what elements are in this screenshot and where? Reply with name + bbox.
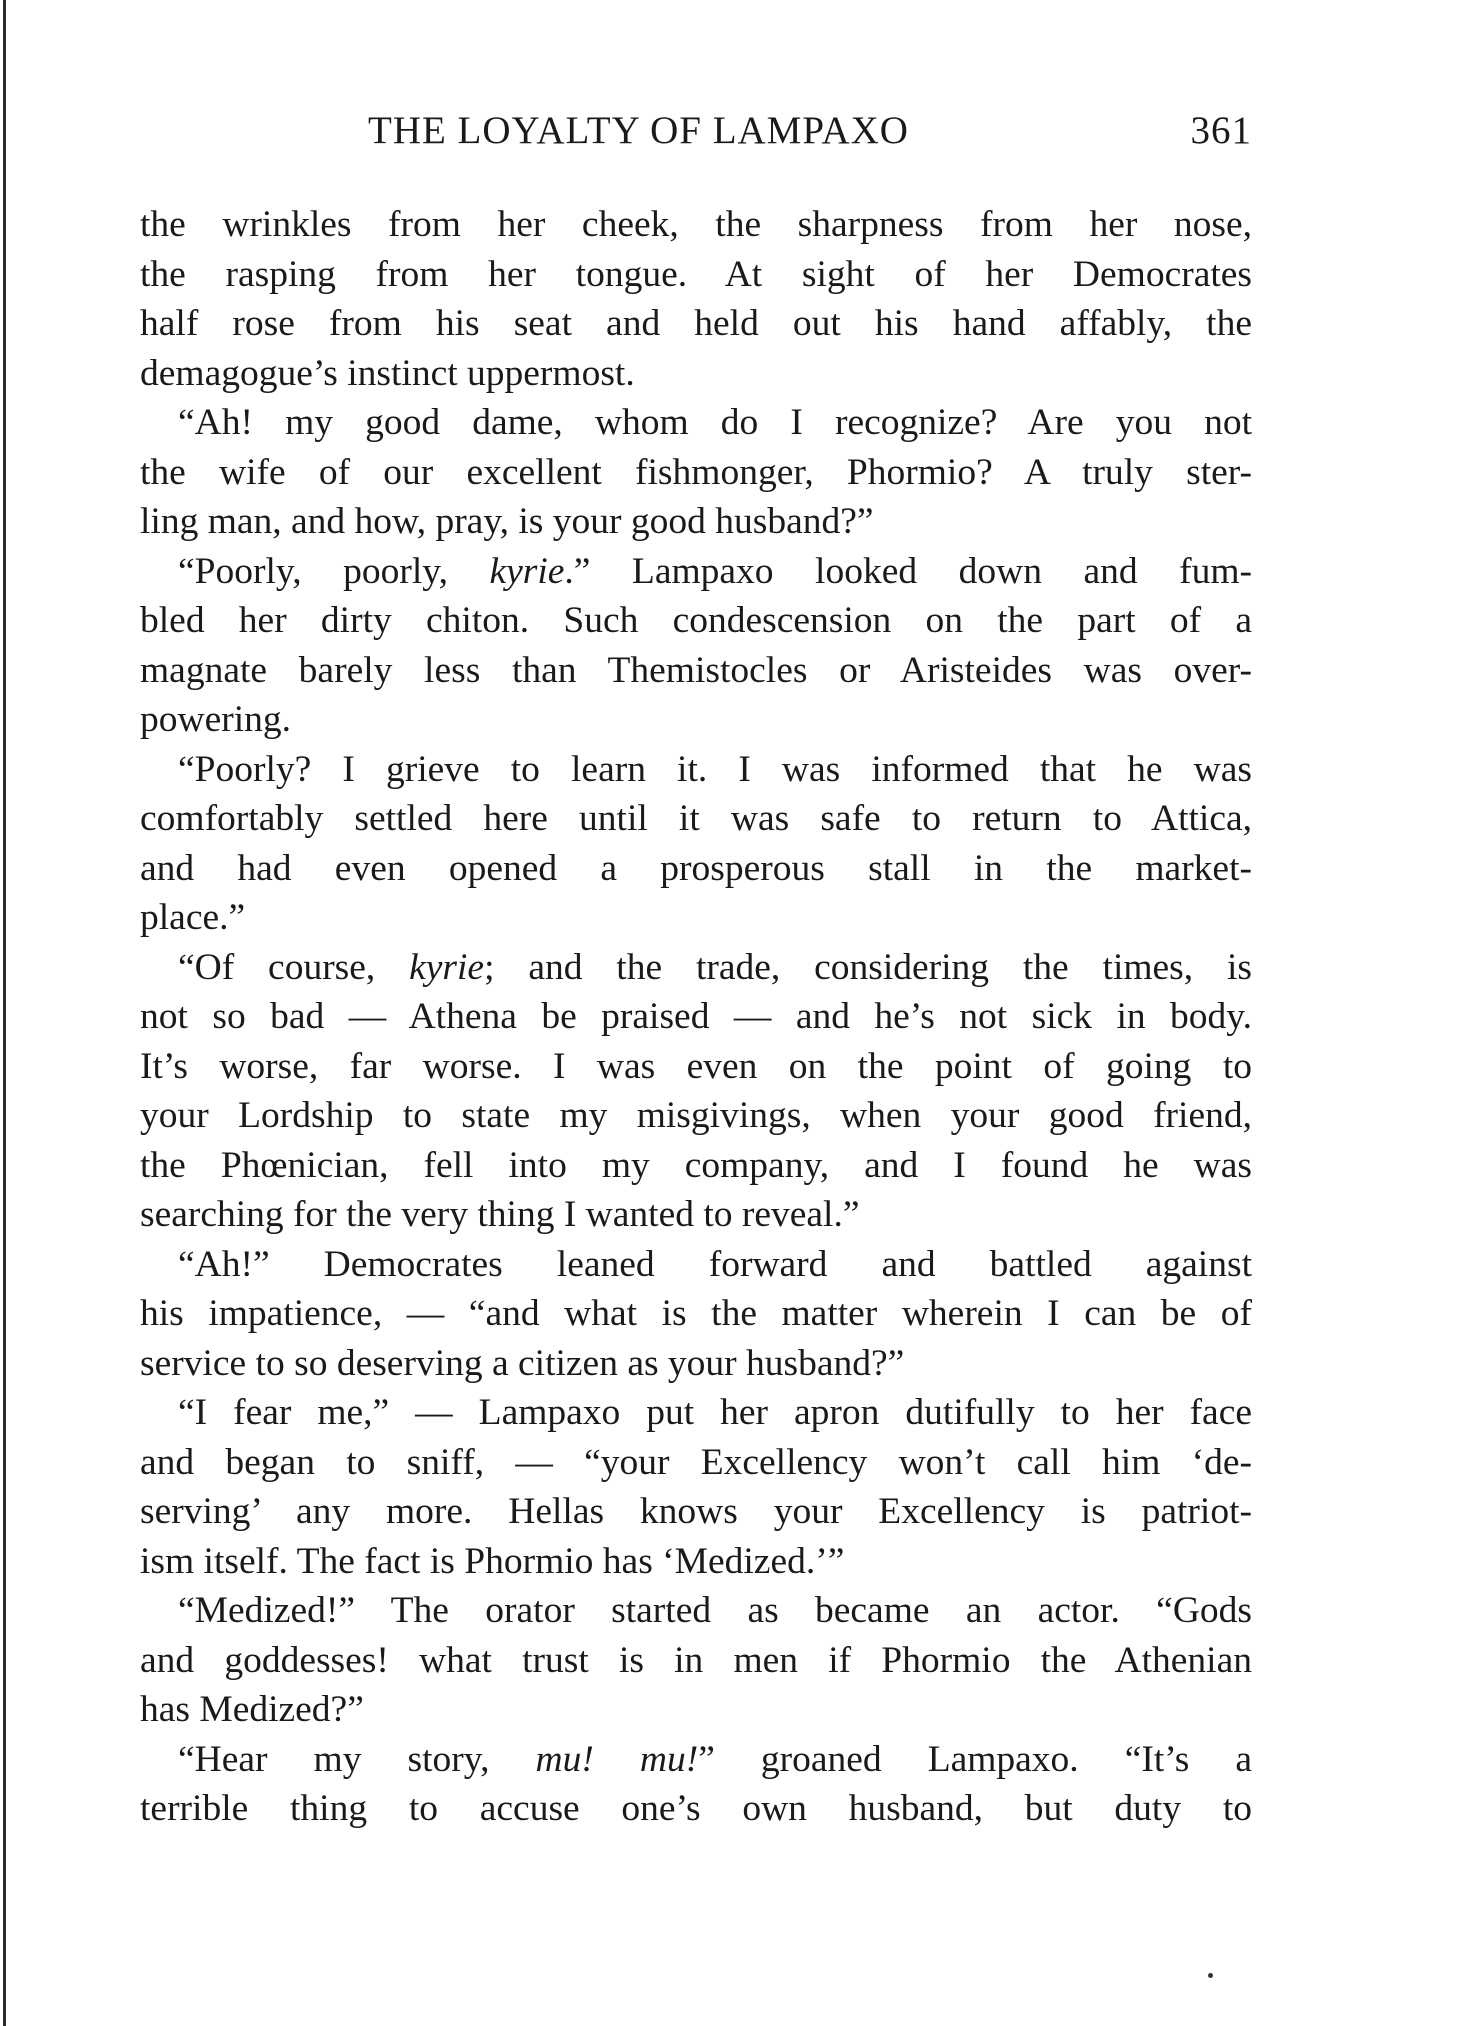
text-line: the wife of our excellent fishmonger, Phormio? A truly ster- [140,451,1252,493]
text-line: powering. [140,699,292,740]
text-line: “Ah! my good dame, whom do I recognize? Are you not [178,402,1252,443]
text-line: half rose from his seat and held out his hand affably, the [140,303,1252,344]
paragraph [140,745,1252,943]
text-line: the Phœnician, fell into my company, and I found he was [140,1144,1252,1186]
text-line: magnate barely less than Themistocles or Aristeides was over- [140,649,1252,691]
ink-speck [1208,1973,1213,1978]
text-line: comfortably settled here until it was safe to return to Attica, [140,798,1252,839]
text-line: has Medized?” [140,1689,364,1730]
text-line: demagogue’s instinct uppermost. [140,352,635,394]
paragraph [140,1388,1252,1586]
text-line: and had even opened a prosperous stall in the market- [140,847,1252,889]
text-line: his impatience, — “and what is the matter wherein I can be of [140,1293,1252,1334]
text-line: ism itself. The fact is Phormio has ‘Medized.’” [140,1540,845,1582]
text-line: “Hear my story, mu! mu!” groaned Lampaxo. “It’s a [178,1738,1252,1780]
text-line: “Of course, kyrie; and the trade, considering the times, is [178,946,1252,988]
text-line: searching for the very thing I wanted to reveal.” [140,1194,860,1235]
text-line: “Medized!” The orator started as became an actor. “Gods [178,1590,1252,1631]
body-text [140,200,1252,1834]
running-title: THE LOYALTY OF LAMPAXO [368,109,909,152]
text-line: “Poorly, poorly, kyrie.” Lampaxo looked down and fum- [178,550,1252,592]
paragraph [140,1586,1252,1735]
paragraph [140,200,1252,398]
text-line: bled her dirty chiton. Such condescension on the part of a [140,600,1252,641]
text-line: not so bad — Athena be praised — and he’s not sick in body. [140,996,1252,1037]
text-line: your Lordship to state my misgivings, when your good friend, [140,1095,1252,1136]
text-line: service to so deserving a citizen as your husband?” [140,1342,905,1384]
text-line: ling man, and how, pray, is your good husband?” [140,501,874,542]
text-line: the rasping from her tongue. At sight of her Democrates [140,253,1252,295]
text-line: terrible thing to accuse one’s own husband, but duty to [140,1788,1252,1829]
text-line: and goddesses! what trust is in men if Phormio the Athenian [140,1639,1252,1681]
text-line: It’s worse, far worse. I was even on the point of going to [140,1045,1252,1087]
text-line: place.” [140,897,246,938]
page-header [140,102,1252,162]
paragraph [140,1735,1252,1834]
paragraph [140,547,1252,745]
text-line: “Poorly? I grieve to learn it. I was informed that he was [178,748,1252,790]
paragraph [140,1240,1252,1389]
text-line: serving’ any more. Hellas knows your Excellency is patriot- [140,1491,1252,1532]
text-line: “Ah!” Democrates leaned forward and battled against [178,1243,1252,1285]
page-binding-edge [3,0,6,2026]
paragraph [140,943,1252,1240]
paragraph [140,398,1252,547]
text-line: the wrinkles from her cheek, the sharpness from her nose, [140,204,1252,245]
page-number: 361 [1190,109,1252,152]
text-line: “I fear me,” — Lampaxo put her apron dutifully to her face [178,1392,1252,1433]
text-line: and began to sniff, — “your Excellency won’t call him ‘de- [140,1441,1252,1483]
